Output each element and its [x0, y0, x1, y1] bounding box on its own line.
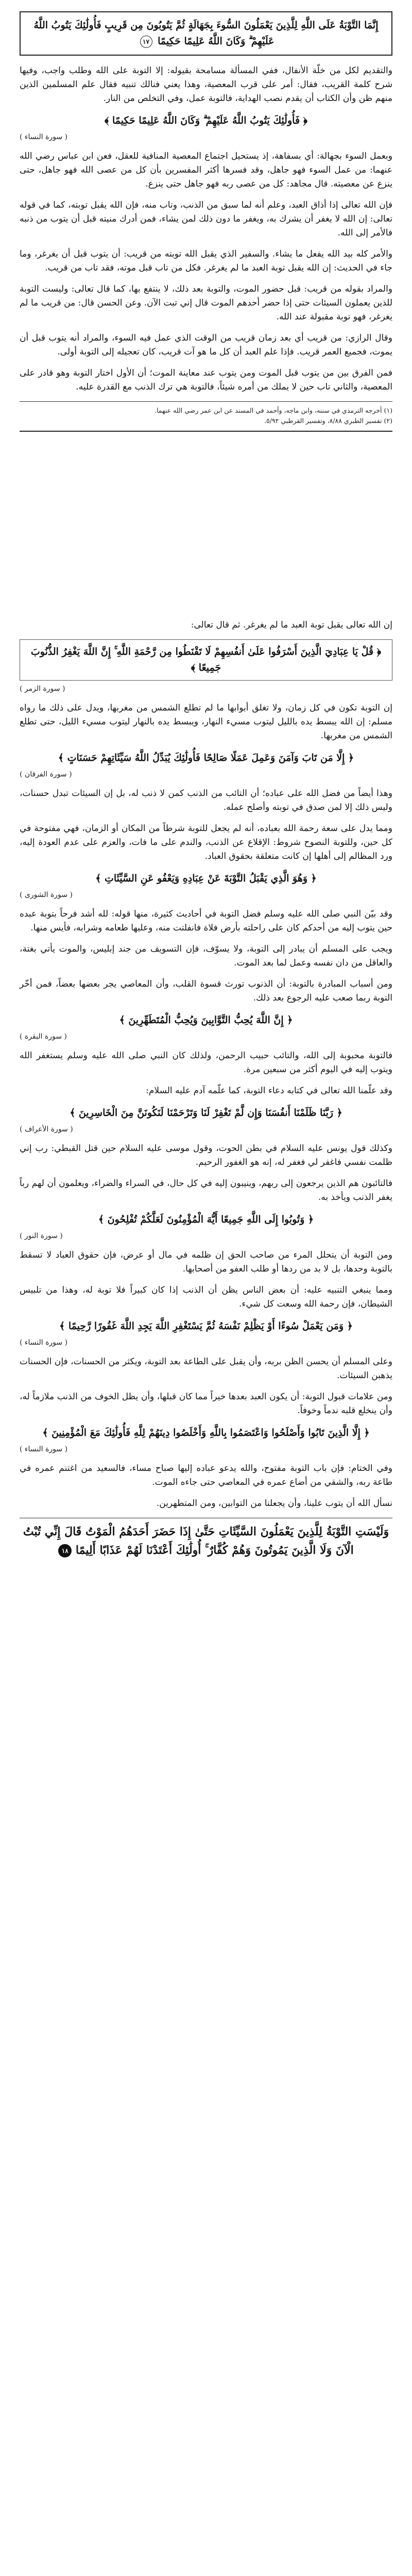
paragraph: ومن التوبة أن يتحلل المرء من صاحب الحق إن ظلمه في مال أو عرض، فإن حقوق العباد لا تسقط بالتوبة وحدها، بل لا بد من ردها أو طلب العفو من أصحابها. [20, 1250, 392, 1274]
surah-reference: ( سورة النساء ) [20, 1338, 68, 1347]
surah-reference: ( سورة النساء ) [20, 1445, 68, 1453]
paragraph: وبعمل السوء بجهالة: أي بسفاهة، إذ يستحيل اجتماع المعصية المنافية للعقل، فعن ابن عباس رضي الله عنهما: من عمل السوء فهو جاهل، وقد فسرها أكثر المفسرين بأن كل من عصى الله فهو جاهل، حتى ينزع عن معصيته. قال مجاهد: كل من عصى ربه فهو جاهل حتى ينزع. [20, 151, 392, 189]
surah-reference: ( سورة البقرة ) [20, 1032, 67, 1041]
paragraph: ويجب على المسلم أن يبادر إلى التوبة، ولا يسوّف، فإن التسويف من جند إبليس، والموت يأتي بغتة، والعاقل من دان نفسه وعمل لما بعد الموت. [20, 944, 392, 968]
verse: ﴿ وَتُوبُوا إِلَى اللَّهِ جَمِيعًا أَيُّهَ الْمُؤْمِنُونَ لَعَلَّكُمْ تُفْلِحُونَ ﴾ [98, 1214, 314, 1225]
paragraph: ومن أسباب المبادرة بالتوبة: أن الذنوب تورث قسوة القلب، وأن المعاصي يجر بعضها بعضاً، فمن أخّر التوبة ربما صعب عليه الرجوع بعد ذلك. [20, 979, 392, 1003]
verse: ﴿ وَمَن يَعْمَلْ سُوءًا أَوْ يَظْلِمْ نَفْسَهُ ثُمَّ يَسْتَغْفِرِ اللَّهَ يَجِدِ اللَّهَ غَفُورًا رَّحِيمًا ﴾ [59, 1320, 353, 1332]
paragraph: فإن الله تعالى إذا أذاق العبد، وعلم أنه لما سبق من الذنب، وتاب منه، فإن الله يقبل توبته، كما في قوله تعالى: إن الله لا يغفر أن يشرك به، ويغفر ما دون ذلك لمن يشاء، فمن أدرك منيته قبل أن يتوب من ذنبه فالأمر إلى الله. [20, 200, 392, 238]
paragraph: وقال الرازي: من قريب أي بعد زمان قريب من الوقت الذي عمل فيه السوء، والمراد أنه يتوب قبل أن يموت، فجميع العمر قريب. فإذا علم العبد أن كل ما هو آت قريب، كان تعجيله إلى التوبة أولى. [20, 333, 392, 357]
verse: ﴿ رَبَّنَا ظَلَمْنَا أَنفُسَنَا وَإِن لَّمْ تَغْفِرْ لَنَا وَتَرْحَمْنَا لَنَكُونَنَّ مِنَ الْخَاسِرِينَ ﴾ [70, 1107, 342, 1118]
surah-reference: ( سورة الفرقان ) [20, 770, 72, 778]
closing-verse-text: وَلَيْسَتِ التَّوْبَةُ لِلَّذِينَ يَعْمَلُونَ السَّيِّئَاتِ حَتَّىٰ إِذَا حَضَرَ أَحَدَهُمُ الْمَوْتُ قَالَ إِنِّي تُبْتُ الْآنَ وَلَا الَّذِينَ يَمُوتُونَ وَهُمْ كُفَّارٌ ۚ أُولَٰئِكَ أَعْتَدْنَا لَهُمْ عَذَابًا أَلِيمًا [23, 1525, 389, 1557]
verse: ﴿ قُلْ يَا عِبَادِيَ الَّذِينَ أَسْرَفُوا عَلَىٰ أَنفُسِهِمْ لَا تَقْنَطُوا مِن رَّحْمَةِ اللَّهِ ۚ إِنَّ اللَّهَ يَغْفِرُ الذُّنُوبَ جَمِيعًا ﴾ [30, 646, 382, 673]
surah-reference: ( سورة النساء ) [20, 133, 68, 141]
paragraph: والمراد بقوله من قريب: قبل حضور الموت، والتوبة بعد ذلك، لا ينتفع بها، كما قال تعالى: وليست التوبة للذين يعملون السيئات حتى إذا حضر أحدهم الموت قال إني تبت الآن. وعن الحسن قال: من قريب ما لم يغرغر، فهو توبة مقبولة عند الله. [20, 284, 392, 322]
surah-reference: ( سورة الشورى ) [20, 891, 73, 899]
paragraph: وكذلك قول يونس عليه السلام في بطن الحوت، وقول موسى عليه السلام حين قتل القبطي: رب إني ظلمت نفسي فاغفر لي فغفر له، إنه هو الغفور الرحيم. [20, 1143, 392, 1167]
paragraph: فالتائبون هم الذين يرجعون إلى ربهم، وينيبون إليه في كل حال، في السراء والضراء، ويعلمون أن لهم رباً يغفر الذنب ويأخذ به. [20, 1178, 392, 1202]
verse-number: ١٨ [58, 1544, 72, 1557]
paragraph: وهذا أيضاً من فضل الله على عباده؛ أن التائب من الذنب كمن لا ذنب له، بل إن السيئات تبدل حسنات، وليس ذلك إلا لمن صدق في توبته وأصلح عمله. [20, 788, 392, 812]
closing-verse [20, 1522, 392, 1560]
paragraph: ومما يدل على سعة رحمة الله بعباده، أنه لم يجعل للتوبة شرطاً من المكان أو الزمان، فهي مفتوحة في كل حين، وللتوبة النصوح شروط: الإقلاع عن الذنب، والندم على ما فات، والعزم على عدم العودة إليه، ورد المظالم إلى أهلها إن كانت متعلقة بحقوق العباد. [20, 823, 392, 861]
verse: ﴿ وَهُوَ الَّذِي يَقْبَلُ التَّوْبَةَ عَنْ عِبَادِهِ وَيَعْفُو عَنِ السَّيِّئَاتِ ﴾ [95, 873, 317, 884]
paragraph: نسأل الله أن يتوب علينا، وأن يجعلنا من التوابين، ومن المتطهرين. [156, 1498, 392, 1509]
paragraph: والأمر كله بيد الله يفعل ما يشاء. والسفير الذي يقبل الله توبته من قريب: أن يتوب قبل أن يغرغر، وما جاء في الحديث: إن الله يقبل توبة العبد ما لم يغرغر. فكل من تاب قبل موته، فقد تاب من قريب. [20, 249, 392, 273]
paragraph: إن التوبة تكون في كل زمان، ولا تغلق أبوابها ما لم تطلع الشمس من مغربها، ويدل على ذلك ما رواه مسلم: إن الله يبسط يده بالليل ليتوب مسيء النهار، ويبسط يده بالنهار ليتوب مسيء الليل، حتى تطلع الشمس من مغربها. [20, 703, 392, 741]
verse: ﴿ إِنَّ اللَّهَ يُحِبُّ التَّوَّابِينَ وَيُحِبُّ الْمُتَطَهِّرِينَ ﴾ [119, 1014, 293, 1026]
paragraph: وقد علّمنا الله تعالى في كتابه دعاء التوبة، كما علّمه آدم عليه السلام: [146, 1086, 392, 1096]
top-verse-box [20, 11, 392, 56]
verse: ﴿ إِلَّا مَن تَابَ وَآمَنَ وَعَمِلَ عَمَلًا صَالِحًا فَأُولَٰئِكَ يُبَدِّلُ اللَّهُ سَيِّئَاتِهِمْ حَسَنَاتٍ ﴾ [58, 752, 354, 764]
paragraph: إن الله تعالى يقبل توبة العبد ما لم يغرغر. ثم قال تعالى: [191, 620, 392, 630]
paragraph: وقد بيّن النبي صلى الله عليه وسلم فضل التوبة في أحاديث كثيرة، منها قوله: لله أشد فرحاً بتوبة عبده حين يتوب إليه من أحدكم كان على راحلته بأرض فلاة فانفلتت منه، وعليها طعامه وشرابه، فأيس منها. [20, 909, 392, 933]
footnote: (١) أخرجه الترمذي في سننه، وابن ماجه، وأحمد في المسند عن ابن عمر رضي الله عنهما. [154, 406, 392, 414]
verse-number: ١٧ [140, 36, 152, 48]
verse: ﴿ فَأُولَٰئِكَ يَتُوبُ اللَّهُ عَلَيْهِمْ ۗ وَكَانَ اللَّهُ عَلِيمًا حَكِيمًا ﴾ [104, 115, 308, 126]
verse: ﴿ إِلَّا الَّذِينَ تَابُوا وَأَصْلَحُوا وَاعْتَصَمُوا بِاللَّهِ وَأَخْلَصُوا دِينَهُمْ لِلَّهِ فَأُولَٰئِكَ مَعَ الْمُؤْمِنِينَ ﴾ [42, 1427, 370, 1438]
surah-reference: ( سورة الأعراف ) [20, 1125, 73, 1133]
paragraph: ومن علامات قبول التوبة: أن يكون العبد بعدها خيراً مما كان قبلها، وأن يظل الخوف من الذنب ملازماً له، وأن ينخلع قلبه ندماً وخوفاً. [20, 1392, 392, 1416]
surah-reference: ( سورة الزمر ) [20, 685, 65, 693]
footnotes [20, 406, 392, 426]
verse-text [29, 18, 383, 49]
paragraph: فالتوبة محبوبة إلى الله، والتائب حبيب الرحمن، ولذلك كان النبي صلى الله عليه وسلم يستغفر الله ويتوب إليه في اليوم أكثر من سبعين مرة. [20, 1050, 392, 1075]
page-two [0, 618, 412, 1564]
page-separator [20, 431, 392, 432]
paragraph: فمن الفرق بين من يتوب قبل الموت ومن يتوب عند معاينة الموت؛ أن الأول اختار التوبة وهو قادر على المعصية، والثاني تاب حين لا يملك من أمره شيئاً، فالتوبة هي ترك الذنب مع القدرة عليه. [20, 368, 392, 392]
footnote-divider [20, 401, 392, 402]
surah-reference: ( سورة النور ) [20, 1232, 63, 1240]
paragraph: والتقديم لكل من خلّة الأنفال، ففي المسألة مسامحة بقيوله: إلا التوبة على الله وطلب واجب، وفيها شرح كلمة القريب، فقال: أمر على قرب المعصية، وهذا يعني فنالك تنبيه فقال علم المسلمين الذين منهم ظن وأن الكتاب أن يقدم نصب الهداية، فالتوبة عمل، وفي التخلص من النار. [20, 65, 392, 104]
paragraph: وفي الختام: فإن باب التوبة مفتوح، والله يدعو عباده إليها صباح مساء، فالسعيد من اغتنم عمره في طاعة ربه، والشقي من أضاع عمره في المعاصي حتى جاءه الموت. [20, 1463, 392, 1487]
page-one [0, 5, 412, 437]
footnote: (٢) تفسير الطبري ٨/٨٨، وتفسير القرطبي ٥/٩٢. [264, 417, 392, 425]
paragraph: ومما ينبغي التنبيه عليه: أن بعض الناس يظن أن الذنب إذا كان كبيراً فلا توبة له، وهذا من تلبيس الشيطان، فإن رحمة الله وسعت كل شيء. [20, 1285, 392, 1309]
verse-box [20, 639, 392, 681]
verse-text-body: إِنَّمَا التَّوْبَةُ عَلَى اللَّهِ لِلَّذِينَ يَعْمَلُونَ السُّوءَ بِجَهَالَةٍ ثُمَّ يَتُوبُونَ مِن قَرِيبٍ فَأُولَٰئِكَ يَتُوبُ اللَّهُ عَلَيْهِمْ ۗ وَكَانَ اللَّهُ عَلِيمًا حَكِيمًا [33, 20, 379, 47]
paragraph: وعلى المسلم أن يحسن الظن بربه، وأن يقبل على الطاعة بعد التوبة، ويكثر من الحسنات، فإن الحسنات يذهبن السيئات. [20, 1357, 392, 1381]
